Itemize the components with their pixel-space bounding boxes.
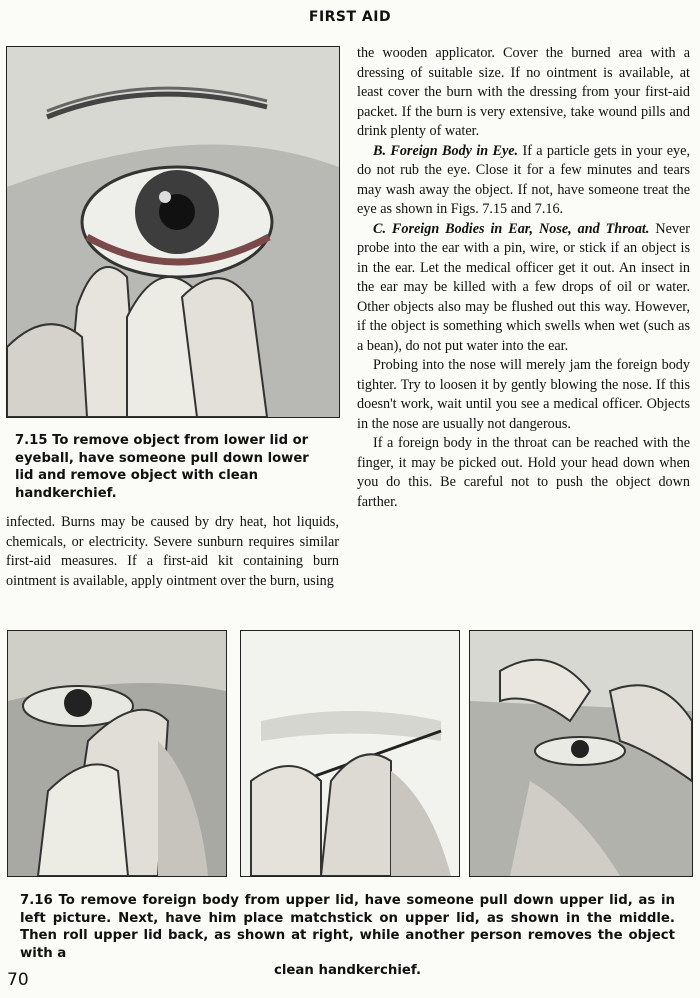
figure-7-16-middle-photo <box>240 630 460 877</box>
eye-lower-lid-illustration <box>7 47 339 417</box>
left-column-text <box>6 513 339 591</box>
figure-7-15-photo <box>6 46 340 418</box>
roll-lid-back-illustration <box>470 631 692 876</box>
paragraph-body: If a particle gets in your eye, do not rub the eye. Close it for a few minutes and tears may wash away the object. If not, have someone treat the eye as shown in Figs. 7.15 and 7.16. <box>357 142 690 217</box>
pull-upper-lid-illustration <box>8 631 226 876</box>
section-heading: C. Foreign Bodies in Ear, Nose, and Throat. <box>373 220 650 237</box>
figure-caption-text: To remove foreign body from upper lid, have someone pull down upper lid, as in left picture. Next, have him place matchstick on upper lid, as shown in the middle. Then roll upper lid back, as shown at right, while another person removes the object with a <box>20 893 675 961</box>
paragraph-body: Never probe into the ear with a pin, wire, or stick if an object is in the ear. Let the medical officer get it out. An insect in the ear may be killed with a few drops of oil or water. Other objects also may be flushed out this way. However, if the object is something which swells when wet (such as a bean), do not put water into the ear. <box>357 220 691 354</box>
right-column-text <box>357 44 690 512</box>
paragraph-throat: If a foreign body in the throat can be reached with the finger, it may be picked out. Hold your head down when you do this. Be careful not to push the object down farther. <box>357 435 690 510</box>
paragraph-nose: Probing into the nose will merely jam the foreign body tighter. Try to loosen it by gently blowing the nose. If this doesn't work, wait until you see a medical officer. Objects in the nose are usually not dangerous. <box>357 357 690 432</box>
page-header: FIRST AID <box>308 9 392 25</box>
page-number: 70 <box>7 970 29 990</box>
figure-caption-end: clean handkerchief. <box>273 963 422 978</box>
paragraph-foreign-body-eye <box>357 142 690 220</box>
figure-number: 7.16 <box>20 893 53 908</box>
paragraph: infected. Burns may be caused by dry heat, hot liquids, chemicals, or electricity. Severe sunburn requires similar first-aid measures. If a first-aid kit containing burn ointment is available, apply ointment over the burn, using <box>6 514 339 589</box>
matchstick-illustration <box>241 631 459 876</box>
paragraph-foreign-body-ear <box>357 220 690 357</box>
figure-7-16-right-photo <box>469 630 693 877</box>
figure-caption-text: To remove object from lower lid or eyeball, have someone pull down lower lid and remove object with clean handkerchief. <box>15 433 309 501</box>
figure-7-16-left-photo <box>7 630 227 877</box>
figure-number: 7.15 <box>15 433 48 448</box>
section-heading: B. Foreign Body in Eye. <box>373 142 519 159</box>
paragraph: the wooden applicator. Cover the burned area with a dressing of suitable size. If no ointment is available, at least cover the burn with the dressing from your first-aid packet. If the burn is very extensive, take wound pills and drink plenty of water. <box>357 45 690 139</box>
figure-7-16-caption <box>20 892 675 980</box>
figure-7-15-caption <box>15 432 331 502</box>
